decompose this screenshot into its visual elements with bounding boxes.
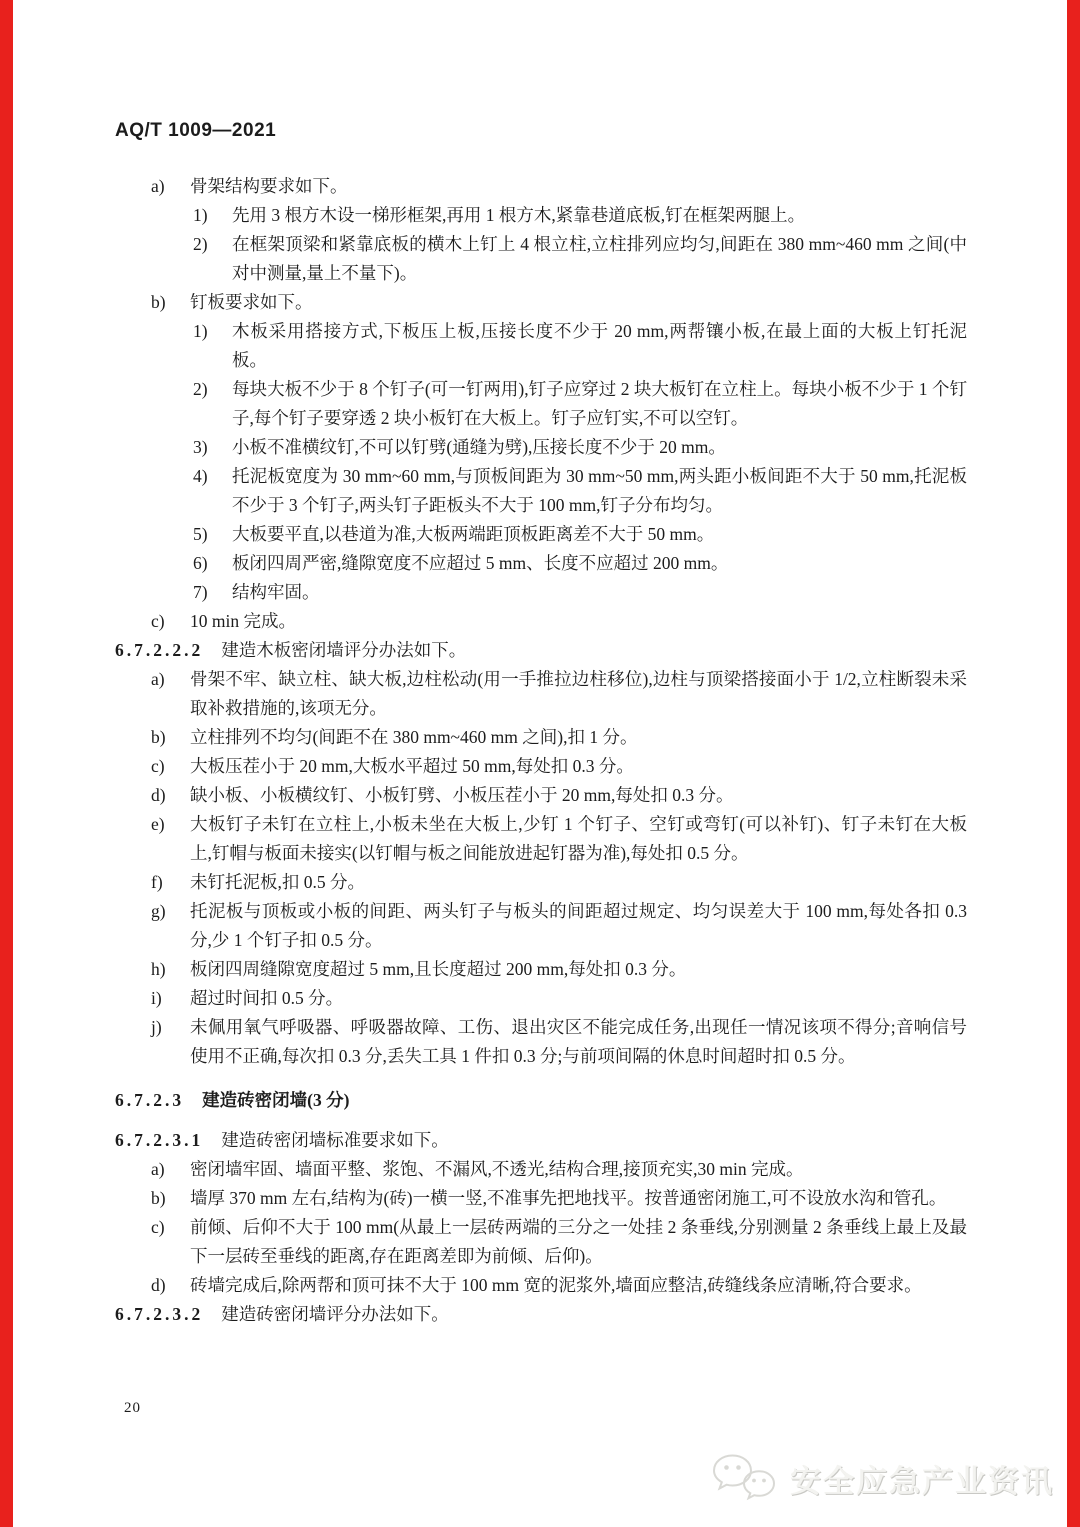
clause-paragraph <box>115 1300 967 1329</box>
list-item-number <box>115 520 967 549</box>
clause-paragraph <box>115 1126 967 1155</box>
clause-text: 每块大板不少于 8 个钉子(可一钉两用),钉子应穿过 2 块大板钉在立柱上。每块小板不少于 1 个钉子,每个钉子要穿透 2 块小板钉在大板上。钉子应钉实,不可以空钉。 <box>232 379 967 428</box>
list-marker: 1) <box>193 321 208 341</box>
list-item-letter <box>115 1013 967 1071</box>
clause-text: 大板要平直,以巷道为准,大板两端距顶板距离差不大于 50 mm。 <box>232 524 715 544</box>
list-marker: b) <box>151 292 166 312</box>
list-marker: b) <box>151 727 166 747</box>
list-item-number <box>115 230 967 288</box>
list-item-number <box>115 375 967 433</box>
clause-heading <box>115 1086 967 1115</box>
clause-text: 超过时间扣 0.5 分。 <box>190 988 344 1008</box>
wechat-icon <box>710 1452 780 1504</box>
list-item-letter <box>115 1271 967 1300</box>
clause-text: 板闭四周缝隙宽度超过 5 mm,且长度超过 200 mm,每处扣 0.3 分。 <box>190 959 687 979</box>
clause-text: 建造砖密闭墙评分办法如下。 <box>221 1304 449 1324</box>
list-item-number <box>115 317 967 375</box>
list-item-letter <box>115 781 967 810</box>
clause-text: 未佩用氧气呼吸器、呼吸器故障、工伤、退出灾区不能完成任务,出现任一情况该项不得分;音响信号使用不正确,每次扣 0.3 分,丢失工具 1 件扣 0.3 分;与前项间隔的休息时间超时扣 0.5 分。 <box>190 1017 967 1066</box>
list-item-number <box>115 201 967 230</box>
clause-number: 6.7.2.3.1 <box>115 1130 204 1150</box>
clause-text: 立柱排列不均匀(间距不在 380 mm~460 mm 之间),扣 1 分。 <box>190 727 638 747</box>
list-item-letter <box>115 955 967 984</box>
list-marker: b) <box>151 1188 166 1208</box>
list-item-letter <box>115 665 967 723</box>
list-marker: 5) <box>193 524 208 544</box>
list-item-letter <box>115 723 967 752</box>
list-item-letter <box>115 897 967 955</box>
clause-text: 大板压茬小于 20 mm,大板水平超过 50 mm,每处扣 0.3 分。 <box>190 756 634 776</box>
list-marker: 1) <box>193 205 208 225</box>
clause-text: 在框架顶梁和紧靠底板的横木上钉上 4 根立柱,立柱排列应均匀,间距在 380 mm~460 mm 之间(中对中测量,量上不量下)。 <box>232 234 967 283</box>
clause-text: 先用 3 根方木设一梯形框架,再用 1 根方木,紧靠巷道底板,钉在框架两腿上。 <box>232 205 806 225</box>
clause-text: 木板采用搭接方式,下板压上板,压接长度不少于 20 mm,两帮镶小板,在最上面的大板上钉托泥板。 <box>232 321 967 370</box>
clause-text: 10 min 完成。 <box>190 611 296 631</box>
list-item-number <box>115 433 967 462</box>
clause-text: 砖墙完成后,除两帮和顶可抹不大于 100 mm 宽的泥浆外,墙面应整洁,砖缝线条应清晰,符合要求。 <box>190 1275 922 1295</box>
list-item-letter <box>115 1213 967 1271</box>
list-marker: c) <box>151 611 165 631</box>
clause-text: 建造木板密闭墙评分办法如下。 <box>221 640 467 660</box>
clause-text: 建造砖密闭墙(3 分) <box>202 1090 350 1110</box>
list-item-letter <box>115 810 967 868</box>
list-item-letter <box>115 752 967 781</box>
list-marker: a) <box>151 1159 165 1179</box>
left-edge-accent <box>0 0 13 1527</box>
list-marker: 6) <box>193 553 208 573</box>
list-marker: a) <box>151 669 165 689</box>
clause-text: 结构牢固。 <box>232 582 320 602</box>
clause-text: 托泥板与顶板或小板的间距、两头钉子与板头的间距超过规定、均匀误差大于 100 mm,每处各扣 0.3 分,少 1 个钉子扣 0.5 分。 <box>190 901 967 950</box>
list-marker: f) <box>151 872 163 892</box>
clause-number: 6.7.2.3 <box>115 1090 185 1110</box>
clause-text: 骨架不牢、缺立柱、缺大板,边柱松动(用一手推拉边柱移位),边柱与顶梁搭接面小于 1/2,立柱断裂未采取补救措施的,该项无分。 <box>190 669 967 718</box>
clause-number: 6.7.2.2.2 <box>115 640 204 660</box>
clause-text: 未钉托泥板,扣 0.5 分。 <box>190 872 365 892</box>
list-marker: c) <box>151 756 165 776</box>
list-marker: d) <box>151 785 166 805</box>
clause-text: 小板不准横纹钉,不可以钉劈(通缝为劈),压接长度不少于 20 mm。 <box>232 437 726 457</box>
clause-text: 钉板要求如下。 <box>190 292 313 312</box>
list-marker: 3) <box>193 437 208 457</box>
list-item-letter <box>115 1155 967 1184</box>
list-item-letter <box>115 984 967 1013</box>
list-marker: d) <box>151 1275 166 1295</box>
clause-text: 建造砖密闭墙标准要求如下。 <box>221 1130 449 1150</box>
list-marker: 2) <box>193 234 208 254</box>
clause-text: 托泥板宽度为 30 mm~60 mm,与顶板间距为 30 mm~50 mm,两头距小板间距不大于 50 mm,托泥板不少于 3 个钉子,两头钉子距板头不大于 100 mm,钉子分布均匀。 <box>232 466 967 515</box>
list-item-letter <box>115 288 967 317</box>
clause-text: 密闭墙牢固、墙面平整、浆饱、不漏风,不透光,结构合理,接顶充实,30 min 完成。 <box>190 1159 804 1179</box>
list-marker: 4) <box>193 466 208 486</box>
list-marker: 7) <box>193 582 208 602</box>
list-marker: c) <box>151 1217 165 1237</box>
list-marker: i) <box>151 988 162 1008</box>
watermark-label: 安全应急产业资讯 <box>790 1463 1054 1499</box>
clause-number: 6.7.2.3.2 <box>115 1304 204 1324</box>
page-number: 20 <box>124 1400 141 1416</box>
list-item-letter <box>115 1184 967 1213</box>
standard-number: AQ/T 1009—2021 <box>115 120 277 141</box>
list-item-number <box>115 462 967 520</box>
list-item-number <box>115 549 967 578</box>
clause-text: 大板钉子未钉在立柱上,小板未坐在大板上,少钉 1 个钉子、空钉或弯钉(可以补钉)、钉子未钉在大板上,钉帽与板面未接实(以钉帽与板之间能放进起钉器为准),每处扣 0.5 分。 <box>190 814 967 863</box>
document-body <box>115 172 967 1329</box>
clause-text: 前倾、后仰不大于 100 mm(从最上一层砖两端的三分之一处挂 2 条垂线,分别测量 2 条垂线上最上及最下一层砖至垂线的距离,存在距离差即为前倾、后仰)。 <box>190 1217 967 1266</box>
list-marker: a) <box>151 176 165 196</box>
list-marker: h) <box>151 959 166 979</box>
clause-text: 骨架结构要求如下。 <box>190 176 348 196</box>
right-edge-accent <box>1067 0 1080 1527</box>
clause-text: 墙厚 370 mm 左右,结构为(砖)一横一竖,不准事先把地找平。按普通密闭施工,可不设放水沟和管孔。 <box>190 1188 947 1208</box>
list-item-letter <box>115 868 967 897</box>
list-marker: j) <box>151 1017 162 1037</box>
list-item-number <box>115 578 967 607</box>
list-marker: 2) <box>193 379 208 399</box>
list-item-letter <box>115 172 967 201</box>
clause-paragraph <box>115 636 967 665</box>
clause-text: 缺小板、小板横纹钉、小板钉劈、小板压茬小于 20 mm,每处扣 0.3 分。 <box>190 785 734 805</box>
list-marker: e) <box>151 814 165 834</box>
list-marker: g) <box>151 901 166 921</box>
watermark <box>710 1452 1054 1504</box>
clause-text: 板闭四周严密,缝隙宽度不应超过 5 mm、长度不应超过 200 mm。 <box>232 553 729 573</box>
list-item-letter <box>115 607 967 636</box>
